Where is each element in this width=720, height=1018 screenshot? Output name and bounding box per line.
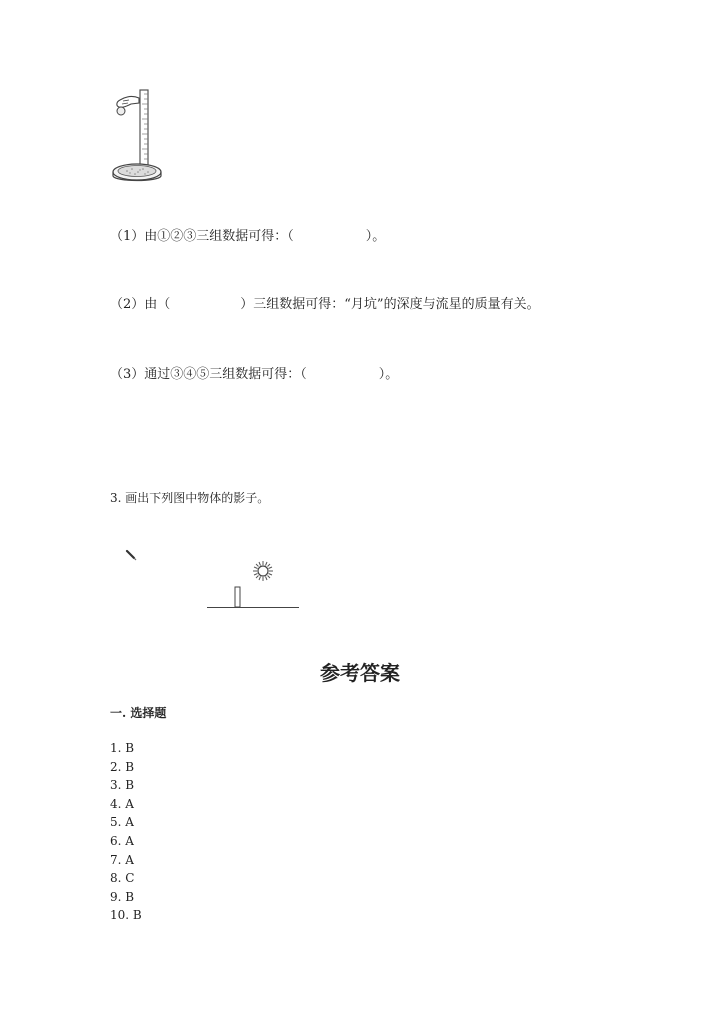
answer-item: 8. C — [110, 871, 135, 886]
question-3 — [110, 367, 398, 383]
answer-item: 2. B — [110, 759, 135, 774]
answer-key-title: 参考答案 — [320, 661, 400, 685]
ruler-stand-illustration — [105, 86, 170, 188]
question-2 — [110, 297, 540, 313]
question-2-prefix: （2）由（ — [110, 297, 171, 312]
question-2-suffix: ）三组数据可得：“月坑”的深度与流星的质量有关。 — [240, 297, 540, 312]
answer-item: 10. B — [110, 908, 142, 923]
shadow-task-prompt: 3. 画出下列图中物体的影子。 — [110, 491, 270, 505]
answer-item: 9. B — [110, 889, 135, 904]
flashlight-icon — [125, 549, 139, 563]
answer-item: 6. A — [110, 833, 134, 848]
question-3-prefix: （3）通过③④⑤三组数据可得：（ — [110, 367, 307, 382]
sun-icon — [252, 560, 274, 582]
question-1 — [110, 229, 385, 245]
answer-item: 1. B — [110, 741, 135, 755]
answer-item: 7. A — [110, 852, 134, 867]
question-1-prefix: （1）由①②③三组数据可得：（ — [110, 229, 294, 244]
pole-on-ground — [207, 585, 301, 610]
section-heading: 一. 选择题 — [110, 706, 167, 720]
answer-item: 3. B — [110, 778, 135, 793]
answer-list — [110, 739, 142, 925]
answer-item: 4. A — [110, 796, 134, 811]
question-3-suffix: ）。 — [378, 367, 399, 382]
answer-item: 5. A — [110, 815, 134, 830]
question-1-suffix: ）。 — [365, 229, 386, 244]
